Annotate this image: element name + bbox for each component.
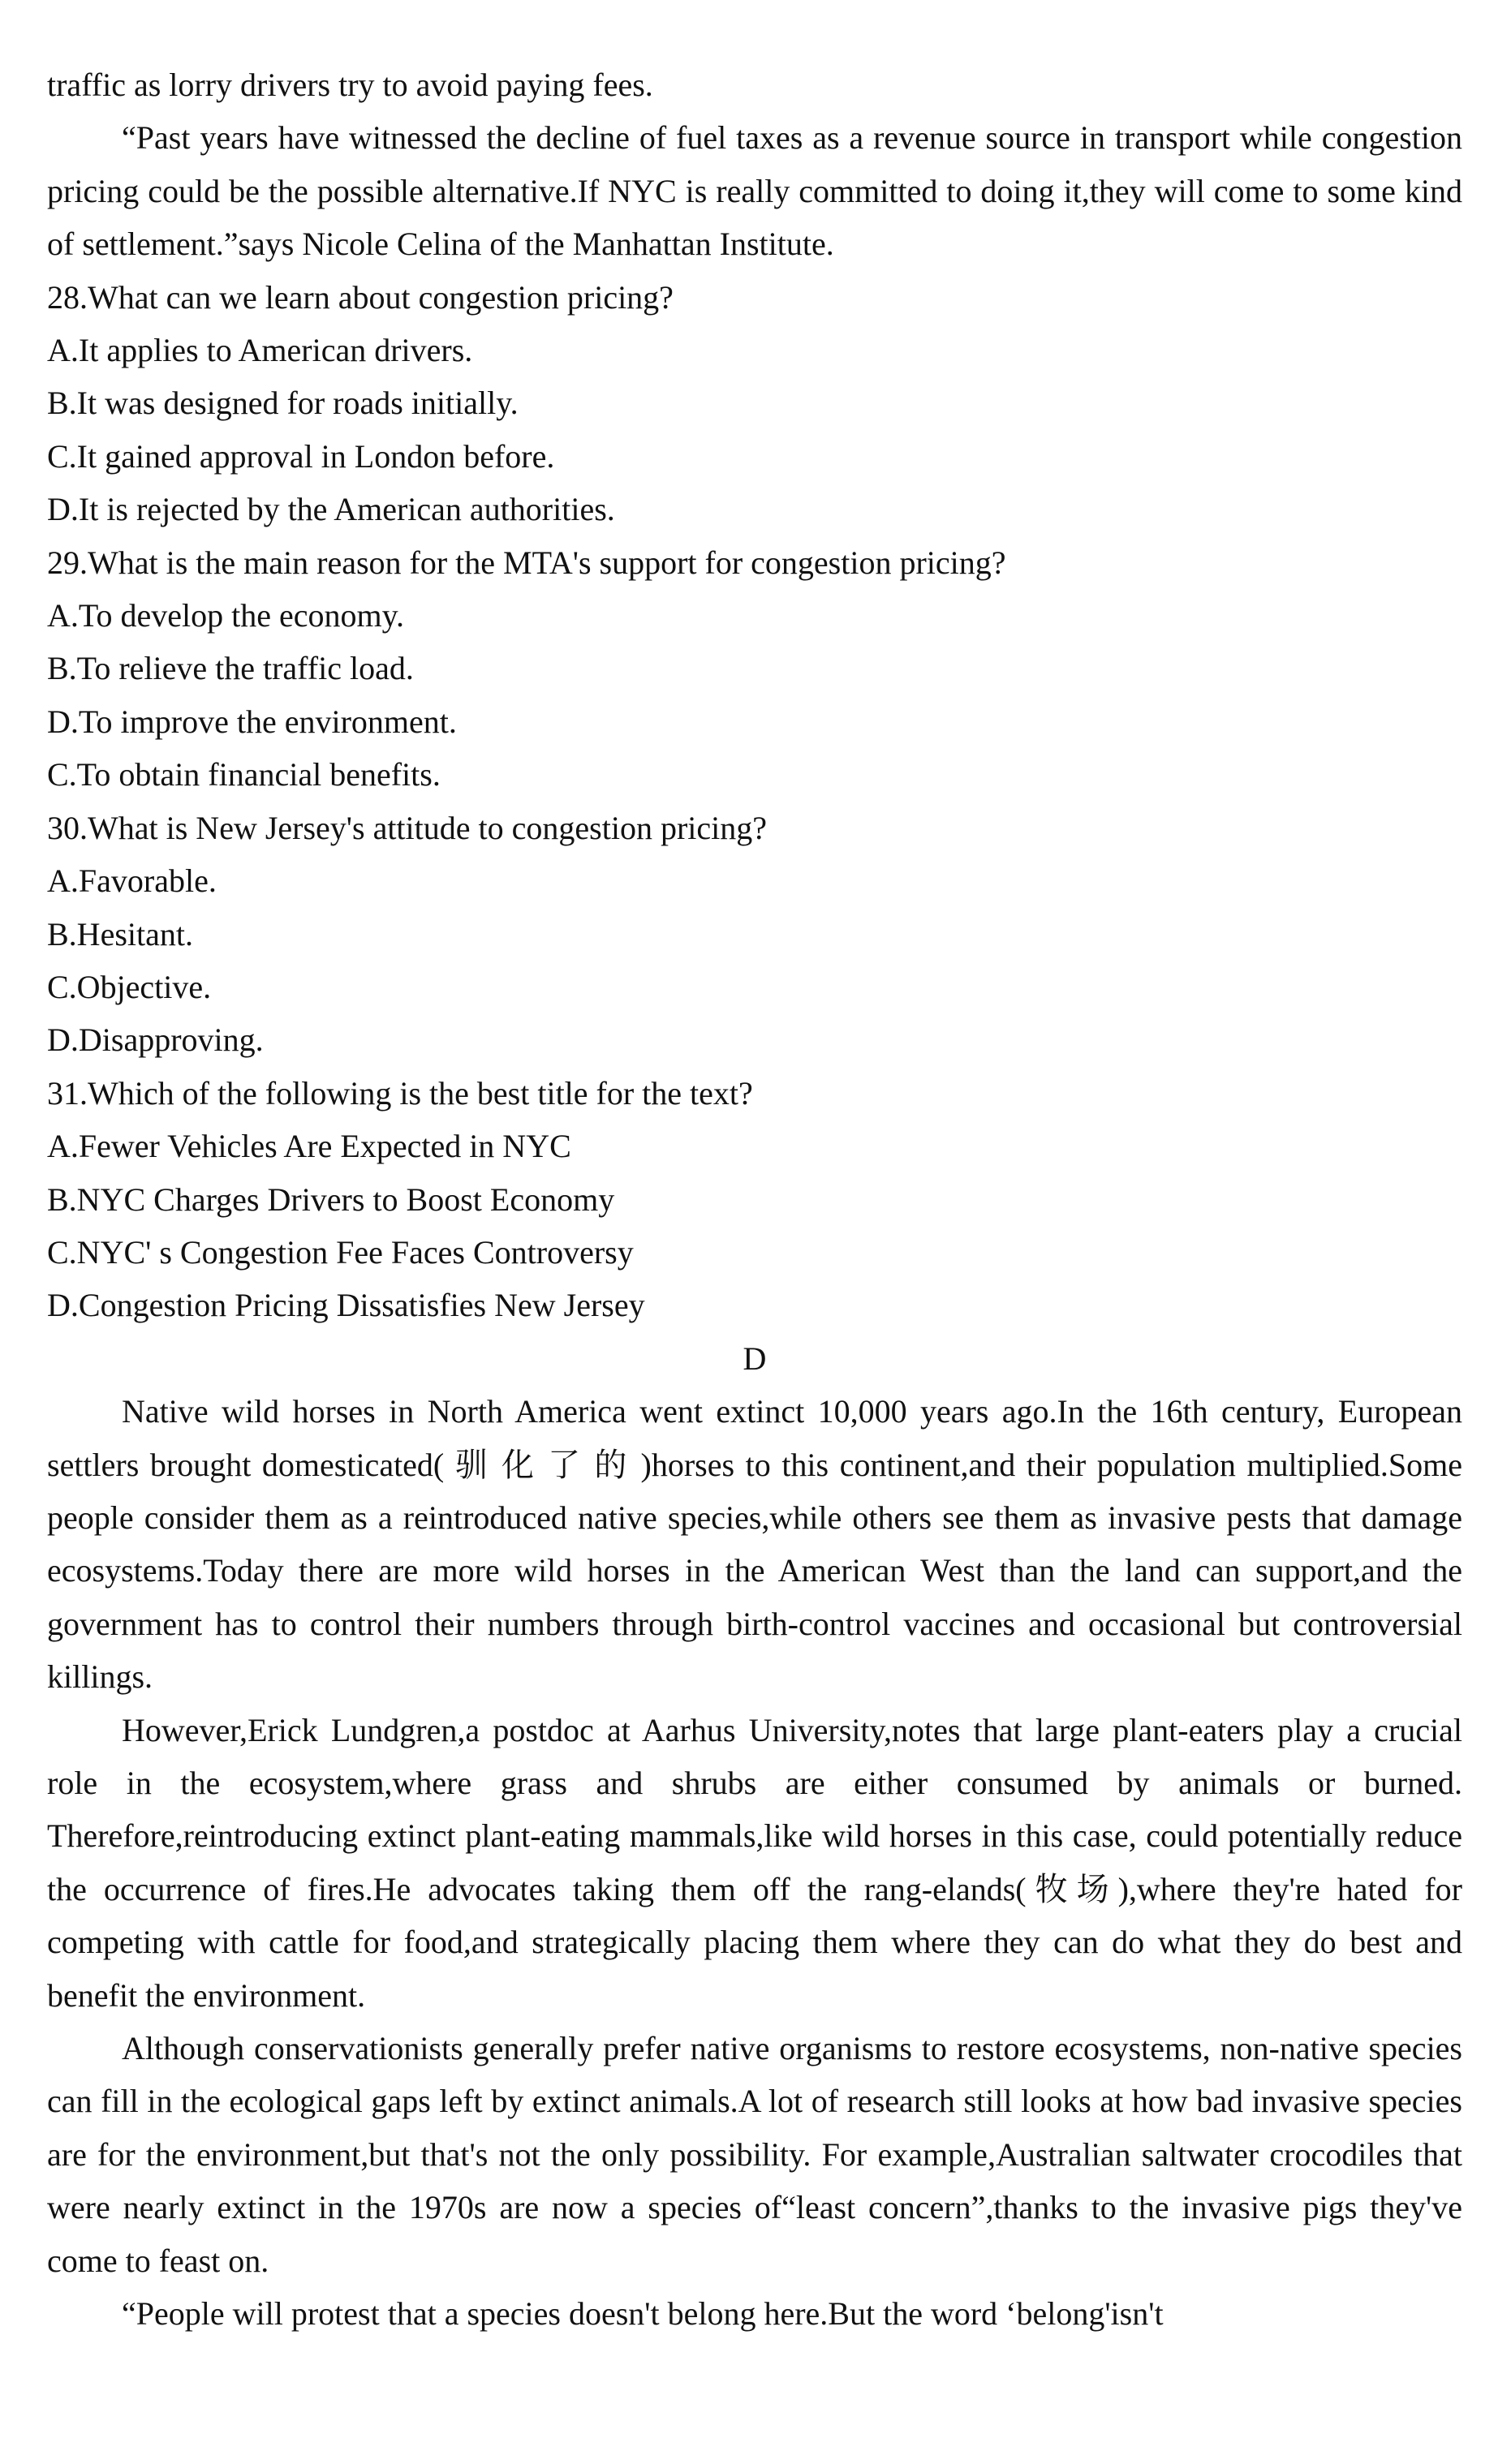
exam-page bbox=[47, 58, 1462, 2340]
answer-option-b: B.NYC Charges Drivers to Boost Economy bbox=[47, 1180, 615, 1218]
answer-option-d: D.Disapproving. bbox=[47, 1021, 264, 1059]
passage-c-tail-paragraph-1: traffic as lorry drivers try to avoid paying fees. bbox=[47, 67, 653, 103]
answer-option-a: A.Favorable. bbox=[47, 862, 217, 900]
answer-option-c: C.NYC' s Congestion Fee Faces Controversy bbox=[47, 1233, 634, 1271]
answer-option-d: D.It is rejected by the American authorities. bbox=[47, 491, 615, 528]
answer-option-d: D.Congestion Pricing Dissatisfies New Jersey bbox=[47, 1287, 645, 1324]
question-stem: 30.What is New Jersey's attitude to congestion pricing? bbox=[47, 809, 767, 846]
question-28 bbox=[47, 271, 1462, 536]
answer-option-d: D.To improve the environment. bbox=[47, 703, 457, 740]
question-30 bbox=[47, 802, 1462, 1067]
question-stem: 29.What is the main reason for the MTA's support for congestion pricing? bbox=[47, 544, 1006, 581]
question-29 bbox=[47, 536, 1462, 802]
answer-option-c: C.To obtain financial benefits. bbox=[47, 756, 441, 793]
passage-c-tail-paragraph-2: “Past years have witnessed the decline of fuel taxes as a revenue source in transport while congestion pricing could be the possible alternative.If NYC is really committed to doing it,they will come to some kind of settlement.”says Nicole Celina of the Manhattan Institute. bbox=[47, 119, 1462, 263]
question-31 bbox=[47, 1067, 1462, 1332]
passage-d-paragraph-4: “People will protest that a species doesn't belong here.But the word ‘belong'isn't bbox=[122, 2295, 1164, 2333]
passage-d-paragraph-3: Although conservationists generally prefer native organisms to restore ecosystems, non-native species can fill in the ecological gaps left by extinct animals.A lot of research still looks at how bad invasive species are for the environment,but that's not the only possibility. For example,Australian saltwater crocodiles that were nearly extinct in the 1970s are now a species of“least concern”,thanks to the invasive pigs they've come to feast on. bbox=[47, 2030, 1462, 2279]
question-stem: 31.Which of the following is the best title for the text? bbox=[47, 1074, 753, 1112]
answer-option-c: C.It gained approval in London before. bbox=[47, 437, 555, 475]
answer-option-b: B.It was designed for roads initially. bbox=[47, 385, 519, 422]
answer-option-a: A.It applies to American drivers. bbox=[47, 332, 473, 369]
answer-option-a: A.Fewer Vehicles Are Expected in NYC bbox=[47, 1128, 571, 1165]
answer-option-a: A.To develop the economy. bbox=[47, 597, 405, 634]
passage-d-paragraph-2: However,Erick Lundgren,a postdoc at Aarhus University,notes that large plant-eaters play a crucial role in the ecosystem,where grass and shrubs are either consumed by animals or burned. Therefore,reintroducing extinct plant-eating mammals,like wild horses in this case, could potentially reduce the occurrence of fires.He advocates taking them off the rang-elands(牧场),where they're hated for competing with cattle for food,and strategically placing them where they can do what they do best and benefit the environment. bbox=[47, 1711, 1462, 2014]
answer-option-b: B.To relieve the traffic load. bbox=[47, 650, 414, 687]
answer-option-c: C.Objective. bbox=[47, 968, 212, 1005]
answer-option-b: B.Hesitant. bbox=[47, 915, 193, 952]
passage-d-paragraph-1: Native wild horses in North America went extinct 10,000 years ago.In the 16th century, European settlers brought domesticated( 驯 化 了 的 )horses to this continent,and their population multiplied.Some people consider them as a reintroduced native species,while others see them as invasive pests that damage ecosystems.Today there are more wild horses in the American West than the land can support,and the government has to control their numbers through birth-control vaccines and occasional but controversial killings. bbox=[47, 1393, 1462, 1696]
passage-d-heading: D bbox=[743, 1340, 767, 1377]
question-stem: 28.What can we learn about congestion pricing? bbox=[47, 278, 674, 316]
